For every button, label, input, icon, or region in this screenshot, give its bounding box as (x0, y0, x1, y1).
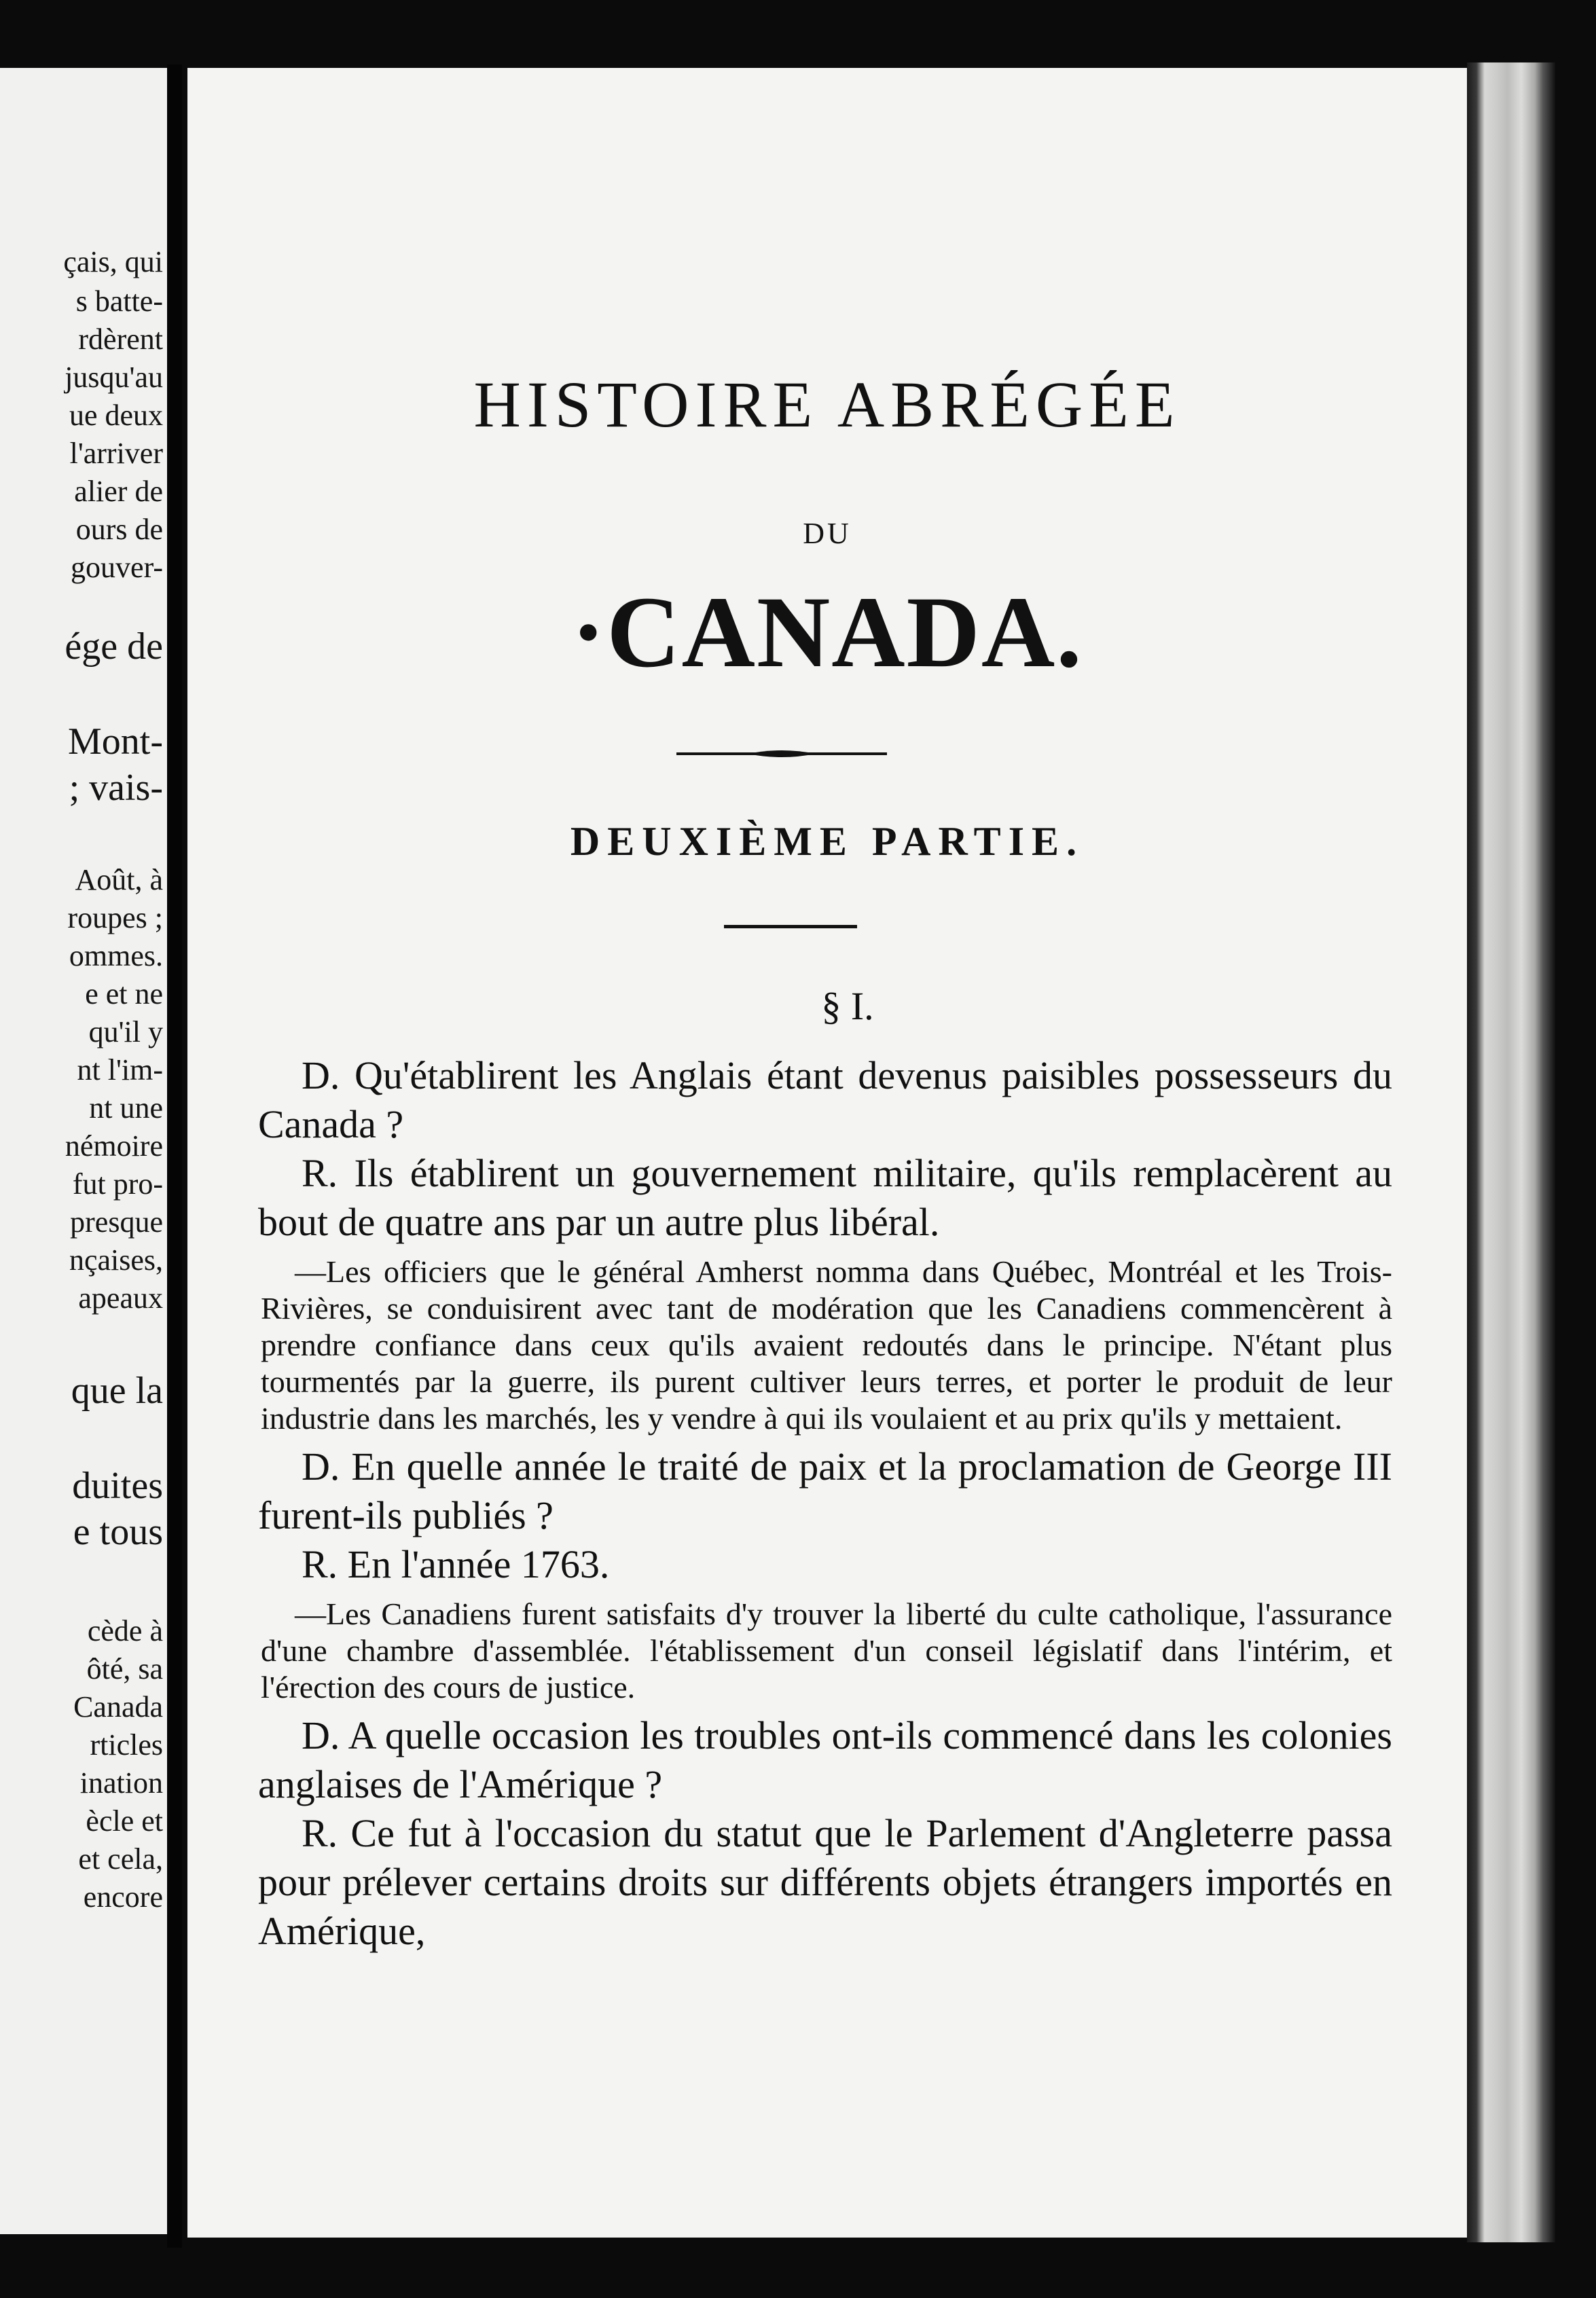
question-paragraph: D. Qu'établirent les Anglais étant devenus paisibles possesseurs du Canada ? (258, 1053, 1392, 1146)
left-page-line: ours de (75, 513, 163, 546)
question-paragraph: D. En quelle année le traité de paix et la proclamation de George III furent-ils publiés ? (258, 1444, 1392, 1537)
left-page-line: alier de (74, 475, 163, 508)
country-title: ·CANADA. (571, 576, 1083, 689)
left-page-line: Août, à (75, 863, 163, 896)
answer-paragraph: R. Ils établirent un gouvernement militaire, qu'ils remplacèrent au bout de quatre ans par un autre plus libéral. (258, 1151, 1392, 1244)
left-page-line: apeaux (78, 1281, 163, 1315)
left-page-line: encore (83, 1880, 163, 1914)
left-page-line: ommes. (69, 939, 163, 972)
left-page-line: ècle et (86, 1804, 163, 1838)
left-page-line: Canada (73, 1690, 163, 1724)
left-page-line: ; vais- (69, 767, 163, 809)
book-title: HISTOIRE ABRÉGÉE (473, 368, 1181, 441)
left-page-line: rticles (90, 1728, 163, 1762)
left-page-line: nt une (89, 1091, 163, 1125)
part-heading: DEUXIÈME PARTIE. (570, 819, 1085, 864)
note-paragraph: —Les Canadiens furent satisfaits d'y trouver la liberté du culte catholique, l'assurance d'une chambre d'assemblée. l'établissement d'un conseil législatif dans l'intérim, et l'érection des cours de justice. (261, 1597, 1392, 1704)
page-edges (1467, 62, 1555, 2242)
body-text (258, 1051, 1392, 1956)
left-page-line: ôté, sa (86, 1652, 163, 1685)
left-page-line: e tous (73, 1511, 163, 1553)
left-page-line: cède à (87, 1614, 163, 1647)
left-page-line: que la (71, 1370, 163, 1412)
short-rule (724, 925, 857, 928)
answer-paragraph: R. En l'année 1763. (302, 1542, 610, 1586)
ornamental-rule (676, 747, 887, 761)
left-page-line: Mont- (68, 721, 163, 763)
left-page-line: fut pro- (72, 1167, 163, 1201)
left-page-line: duites (72, 1465, 163, 1507)
answer-paragraph: R. Ce fut à l'occasion du statut que le Parlement d'Angleterre passa pour prélever certains droits sur différents objets étrangers importés en Amérique, (258, 1811, 1392, 1953)
left-facing-page (0, 68, 167, 2234)
page-content (187, 68, 1467, 2238)
note-paragraph: —Les officiers que le général Amherst nomma dans Québec, Montréal et les Trois-Rivières, se conduisirent avec tant de modération que les Canadiens commencèrent à prendre confiance dans ceux qu'ils avaient redoutés dans le principe. N'étant plus tourmentés par la guerre, ils purent cultiver leurs terres, et porter le produit de leur industrie dans les marchés, les y vendre à qui ils voulaient et au prix qu'ils y mettaient. (261, 1254, 1392, 1436)
left-page-line: ination (79, 1766, 163, 1800)
left-page-line: s batte- (75, 285, 163, 318)
left-page-line: ue deux (69, 399, 163, 432)
section-mark: § I. (821, 984, 874, 1028)
left-page-line: çais, qui (63, 245, 163, 278)
left-page-line: gouver- (71, 551, 163, 584)
left-page-line: presque (70, 1205, 163, 1239)
left-page-line: e et ne (85, 977, 163, 1010)
main-page (187, 68, 1467, 2238)
left-page-line: nt l'im- (77, 1053, 163, 1087)
left-page-line: roupes ; (67, 901, 163, 934)
question-paragraph: D. A quelle occasion les troubles ont-ils commencé dans les colonies anglaises de l'Amérique ? (258, 1713, 1392, 1806)
left-page-line: nçaises, (69, 1243, 163, 1277)
left-page-line: rdèrent (78, 323, 163, 356)
left-page-line: et cela, (78, 1842, 163, 1876)
title-connector: DU (803, 517, 852, 550)
left-page-line: l'arriver (69, 437, 163, 470)
left-page-line: ége de (65, 625, 163, 668)
left-page-line: némoire (65, 1129, 163, 1163)
book-gutter (167, 65, 182, 2248)
left-page-line: qu'il y (88, 1015, 163, 1048)
left-page-line: jusqu'au (65, 361, 163, 394)
